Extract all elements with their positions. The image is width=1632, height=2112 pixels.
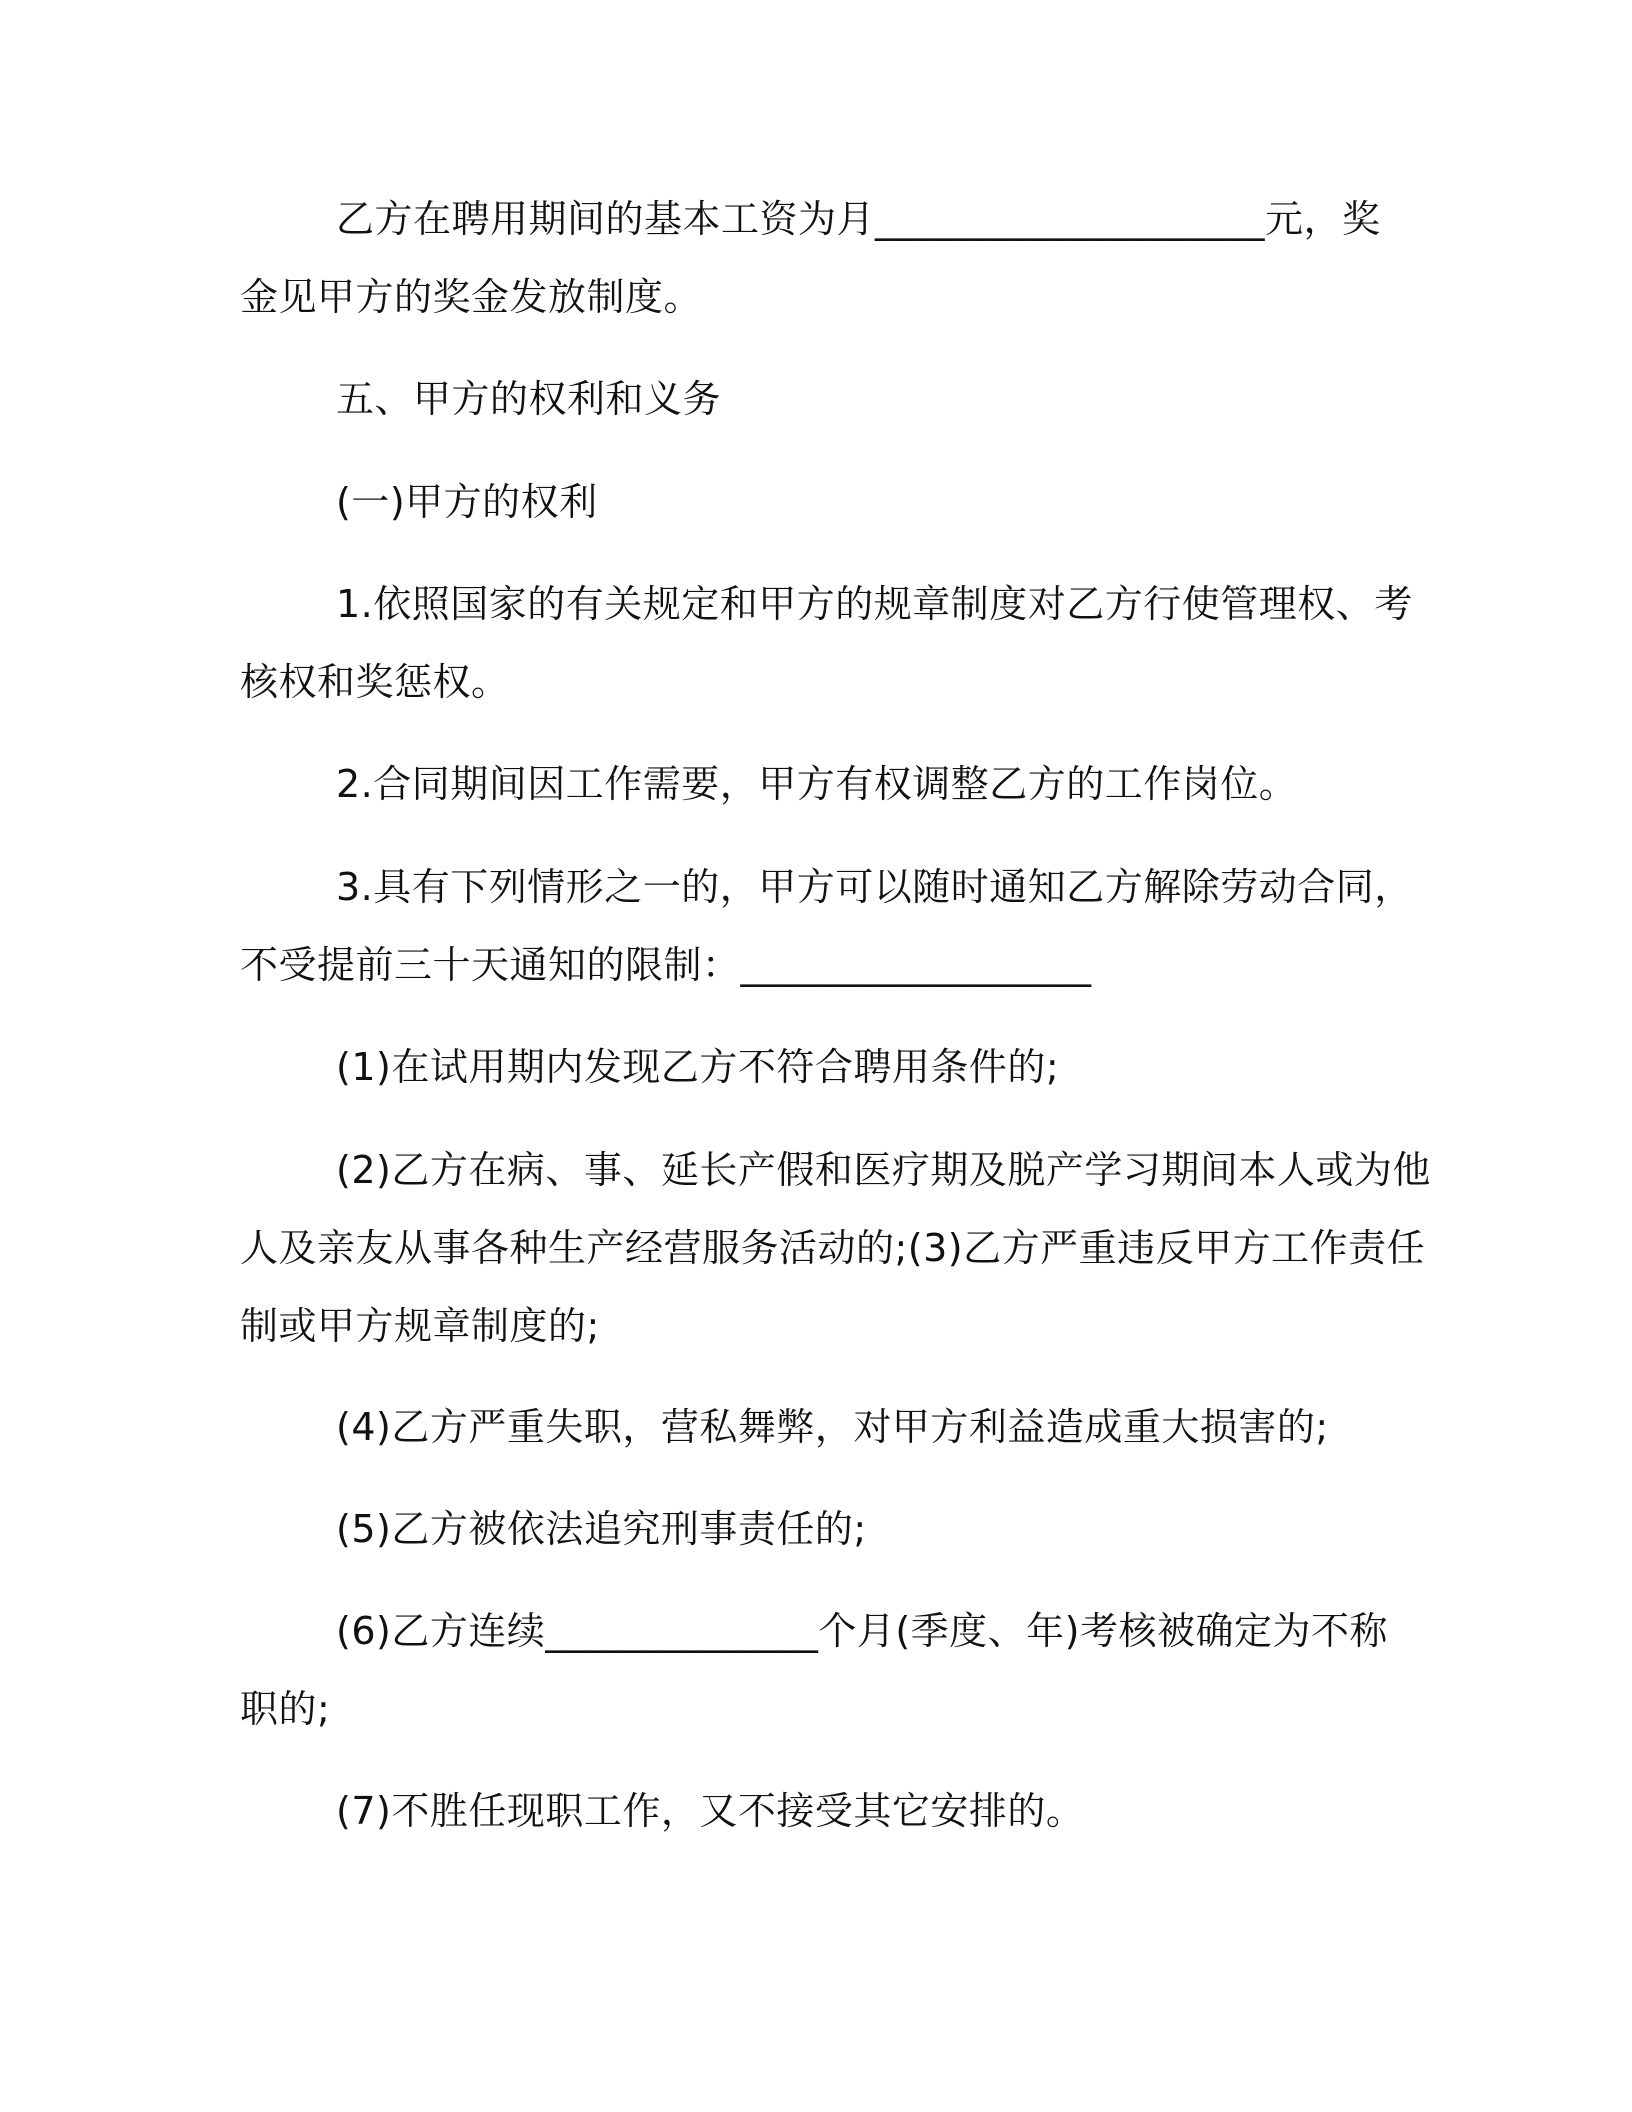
item-1-probation [240,1028,1400,1106]
clause-1-management-rights [240,565,1413,721]
paragraph-line: 五、甲方的权利和义务 [336,377,722,421]
paragraph-line: 2.合同期间因工作需要，甲方有权调整乙方的工作岗位。 [336,762,1298,806]
section-heading-party-a-rights-duties [240,360,1400,438]
paragraph-line: 乙方在聘用期间的基本工资为月____________________元，奖 [336,197,1381,241]
paragraph-line: (1)在试用期内发现乙方不符合聘用条件的; [336,1045,1060,1089]
document-page [240,0,1431,2112]
paragraph-line: 3.具有下列情形之一的，甲方可以随时通知乙方解除劳动合同， [336,865,1413,909]
paragraph-base-salary [240,180,1400,336]
paragraph-line: 核权和奖惩权。 [240,660,510,704]
paragraph-line: 制或甲方规章制度的; [240,1304,600,1348]
paragraph-line: (一)甲方的权利 [336,480,598,524]
paragraph-line: 职的; [240,1687,331,1731]
paragraph-line: (5)乙方被依法追究刑事责任的; [336,1507,867,1551]
clause-3-termination [240,848,1413,1004]
clause-2-adjust-position [240,745,1400,823]
paragraph-line: 金见甲方的奖金发放制度。 [240,275,703,319]
item-5-criminal-liability [240,1490,1400,1568]
paragraph-line: 1.依照国家的有关规定和甲方的规章制度对乙方行使管理权、考 [336,582,1413,626]
paragraph-line: (6)乙方连续______________个月(季度、年)考核被确定为不称 [336,1609,1388,1653]
paragraph-line: 人及亲友从事各种生产经营服务活动的;(3)乙方严重违反甲方工作责任 [240,1226,1426,1270]
paragraph-line: (7)不胜任现职工作，又不接受其它安排的。 [336,1789,1085,1833]
item-4-dereliction [240,1388,1400,1466]
paragraph-line: 不受提前三十天通知的限制：__________________ [240,943,1092,987]
paragraph-line: (2)乙方在病、事、延长产假和医疗期及脱产学习期间本人或为他 [336,1148,1431,1192]
item-7-incompetence [240,1772,1400,1850]
item-2-3-misconduct [240,1131,1431,1365]
item-6-assessment-failure [240,1592,1400,1748]
subsection-heading-party-a-rights [240,463,1400,541]
paragraph-line: (4)乙方严重失职，营私舞弊，对甲方利益造成重大损害的; [336,1405,1329,1449]
